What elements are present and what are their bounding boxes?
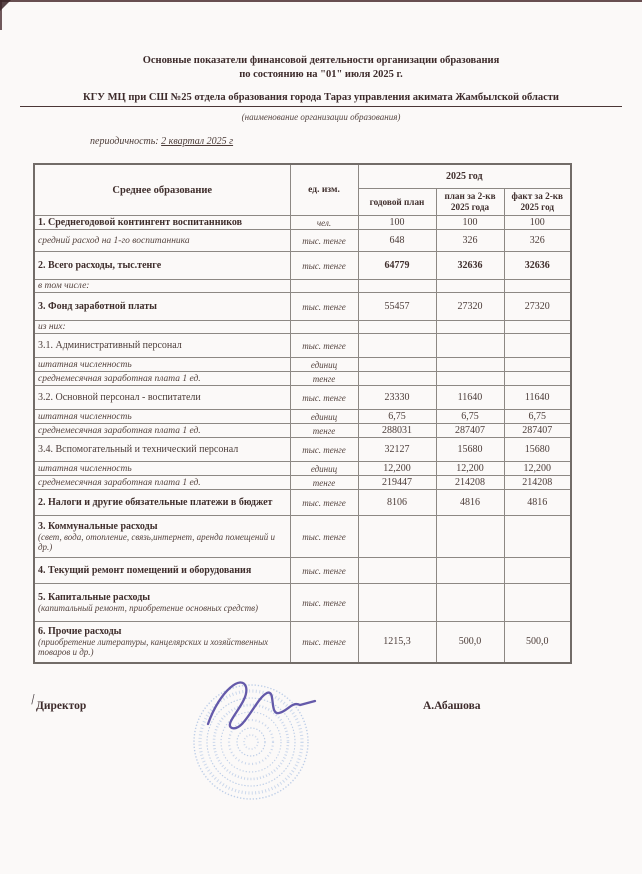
table-row [34,358,571,372]
row-label [34,293,290,321]
row-label [34,252,290,280]
row-value: 100 [358,216,436,230]
row-value [504,372,571,386]
table-row [34,584,571,622]
table-row [34,424,571,438]
row-label [34,476,290,490]
row-value: 12,200 [358,462,436,476]
row-label-text: штатная численность [38,411,132,422]
table-row [34,516,571,558]
table-row [34,293,571,321]
row-unit: чел. [290,216,358,230]
table-row [34,438,571,462]
row-unit: тыс. тенге [290,334,358,358]
table-row [34,252,571,280]
row-label-text: из них: [38,322,66,332]
table-row [34,490,571,516]
row-value: 100 [436,216,504,230]
row-value: 27320 [504,293,571,321]
column-header-annual-plan: годовой план [358,189,436,216]
row-value [436,372,504,386]
page-title [0,54,642,82]
row-value [504,558,571,584]
row-value: 326 [436,230,504,252]
row-label [34,358,290,372]
periodicity-line [90,136,233,147]
row-label [34,230,290,252]
row-value [358,372,436,386]
row-value: 55457 [358,293,436,321]
table-row [34,372,571,386]
row-label-text: штатная численность [38,463,132,474]
signer-name: А.Абашова [423,700,481,712]
row-value [504,584,571,622]
row-unit: единиц [290,462,358,476]
row-value: 15680 [504,438,571,462]
signer-title: Директор [36,700,87,712]
row-value: 6,75 [504,410,571,424]
row-sublabel: (свет, вода, отопление, связь,интернет, аренда помещений и др.) [38,531,276,552]
table-row [34,216,571,230]
row-value [436,321,504,334]
row-value: 27320 [436,293,504,321]
row-value [504,358,571,372]
row-sublabel: (капитальный ремонт, приобретение основных средств) [38,602,258,613]
row-unit: тыс. тенге [290,252,358,280]
row-value: 8106 [358,490,436,516]
row-label-text: 2. Налоги и другие обязательные платежи в бюджет [38,497,273,508]
row-value: 12,200 [436,462,504,476]
row-unit: тыс. тенге [290,438,358,462]
row-value: 11640 [436,386,504,410]
financial-indicators-table [33,163,572,664]
column-header-plan-q2: план за 2-кв 2025 года [436,189,504,216]
row-value: 64779 [358,252,436,280]
row-label-text: 4. Текущий ремонт помещений и оборудования [38,565,252,576]
row-value: 11640 [504,386,571,410]
row-value: 500,0 [504,622,571,663]
pen-mark: / [30,691,36,709]
row-value [358,280,436,293]
row-value: 12,200 [504,462,571,476]
row-label-text: 3. Коммунальные расходы [38,520,158,532]
row-label-text: среднемесячная заработная плата 1 ед. [38,425,201,436]
title-line-2: по состоянию на "01" июля 2025 г. [239,69,403,80]
row-label-text: средний расход на 1-го воспитанника [38,235,190,246]
scan-edge-top [0,0,642,2]
table-row [34,321,571,334]
row-unit [290,280,358,293]
row-value [504,516,571,558]
row-label [34,490,290,516]
row-label-text: 1. Среднегодовой контингент воспитанников [38,217,242,228]
row-label-text: 5. Капитальные расходы [38,591,151,603]
row-label [34,516,290,558]
org-name: КГУ МЦ при СШ №25 отдела образования города Тараз управления акимата Жамбылской области [20,92,622,107]
scan-corner-fold [0,0,11,11]
row-label [34,622,290,663]
row-unit: единиц [290,410,358,424]
row-label-text: 2. Всего расходы, тыс.тенге [38,260,162,271]
row-unit: тыс. тенге [290,516,358,558]
row-label [34,462,290,476]
row-value: 23330 [358,386,436,410]
row-unit: тыс. тенге [290,622,358,663]
row-value [504,321,571,334]
row-value: 500,0 [436,622,504,663]
row-label [34,321,290,334]
table-body [34,216,571,663]
row-value: 287407 [504,424,571,438]
row-value [358,321,436,334]
table-row [34,280,571,293]
table-row [34,622,571,663]
row-value [358,584,436,622]
row-value: 219447 [358,476,436,490]
row-unit: тыс. тенге [290,293,358,321]
row-value [358,558,436,584]
column-group-header-year: 2025 год [358,164,571,189]
row-value: 326 [504,230,571,252]
org-name-caption: (наименование организации образования) [241,112,401,122]
row-value: 32127 [358,438,436,462]
row-label [34,372,290,386]
row-unit: тенге [290,424,358,438]
row-value [504,280,571,293]
row-label-text: среднемесячная заработная плата 1 ед. [38,373,201,384]
row-value [358,516,436,558]
row-unit: тыс. тенге [290,490,358,516]
table-row [34,476,571,490]
row-label [34,584,290,622]
row-value: 214208 [436,476,504,490]
row-value [358,334,436,358]
row-unit: тыс. тенге [290,386,358,410]
periodicity-value: 2 квартал 2025 г [161,136,234,147]
row-value: 648 [358,230,436,252]
row-unit: тенге [290,372,358,386]
row-unit: тыс. тенге [290,558,358,584]
row-label-text: 6. Прочие расходы [38,625,122,637]
table-row [34,334,571,358]
table-row [34,410,571,424]
row-value: 4816 [504,490,571,516]
row-label-text: 3.2. Основной персонал - воспитатели [38,392,201,403]
row-value: 287407 [436,424,504,438]
row-value [436,358,504,372]
table-row [34,230,571,252]
column-header-fact-q2: факт за 2-кв 2025 год [504,189,571,216]
row-value: 4816 [436,490,504,516]
row-label [34,438,290,462]
row-label-text: среднемесячная заработная плата 1 ед. [38,477,201,488]
table-row [34,386,571,410]
row-label [34,410,290,424]
row-unit [290,321,358,334]
row-value [358,358,436,372]
row-label [34,386,290,410]
row-sublabel: (приобретение литературы, канцелярских и хозяйственных товаров и др.) [38,636,269,658]
row-value: 15680 [436,438,504,462]
row-value: 214208 [504,476,571,490]
signature [192,672,327,732]
table-header [34,164,571,216]
row-unit: единиц [290,358,358,372]
row-value: 32636 [436,252,504,280]
row-label-text: в том числе: [38,281,90,291]
row-value: 288031 [358,424,436,438]
row-value [504,334,571,358]
row-unit: тыс. тенге [290,230,358,252]
row-value: 100 [504,216,571,230]
row-unit: тенге [290,476,358,490]
row-label [34,334,290,358]
row-value [436,280,504,293]
row-label-text: 3.4. Вспомогательный и технический персонал [38,444,239,455]
row-value [436,584,504,622]
table-row [34,558,571,584]
row-value [436,334,504,358]
row-value [436,558,504,584]
title-line-1: Основные показатели финансовой деятельности организации образования [142,55,500,66]
row-unit: тыс. тенге [290,584,358,622]
row-label [34,280,290,293]
table-row [34,462,571,476]
periodicity-label: периодичность: [90,136,159,147]
row-value: 6,75 [436,410,504,424]
row-value: 6,75 [358,410,436,424]
row-value: 32636 [504,252,571,280]
row-value: 1215,3 [358,622,436,663]
column-header-unit: ед. изм. [290,164,358,216]
column-header-education: Среднее образование [34,164,290,216]
row-value [436,516,504,558]
row-label-text: штатная численность [38,359,132,370]
row-label [34,558,290,584]
row-label [34,216,290,230]
row-label-text: 3.1. Административный персонал [38,340,182,351]
row-label [34,424,290,438]
row-label-text: 3. Фонд заработной платы [38,301,157,312]
